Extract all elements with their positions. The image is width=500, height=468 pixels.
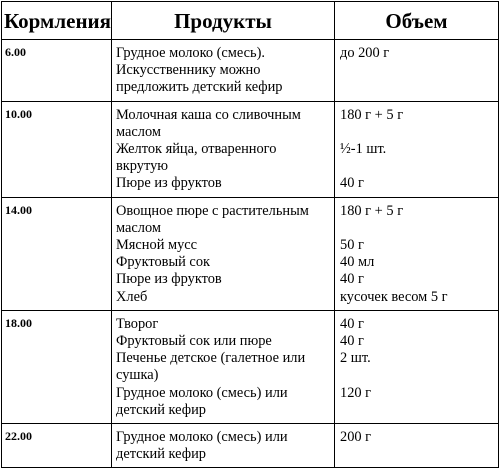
product-line: Пюре из фруктов (116, 271, 222, 288)
volume-line: 40 мл (340, 254, 375, 271)
product-line: Мясной мусс (116, 237, 198, 254)
product-line: Пюре из фруктов (116, 175, 222, 192)
product-line: Грудное молоко (смесь) или (116, 384, 288, 401)
products-cell (112, 40, 335, 102)
product-line: детский кефир (116, 446, 206, 463)
product-line: Овощное пюре с растительным (116, 202, 309, 219)
product-line: предложить детский кефир (116, 79, 283, 96)
product-line: Молочная каша со сливочным (116, 106, 301, 123)
products-cell (112, 101, 335, 197)
volume-line: 40 г (340, 175, 364, 192)
table-row (2, 310, 499, 423)
feeding-time: 22.00 (2, 424, 112, 468)
product-line: детский кефир (116, 401, 206, 418)
table-row (2, 197, 499, 310)
volume-cell (335, 197, 499, 310)
volume-line: 40 г (340, 271, 364, 288)
volume-cell (335, 310, 499, 423)
feeding-time: 18.00 (2, 310, 112, 423)
volume-line: 200 г (340, 429, 372, 446)
header-products: Продукты (112, 2, 335, 40)
products-cell (112, 197, 335, 310)
volume-line: кусочек весом 5 г (340, 288, 448, 305)
product-line: Грудное молоко (смесь) или (116, 429, 288, 446)
table-header-row (2, 2, 499, 40)
volume-line: 50 г (340, 237, 364, 254)
feeding-time: 14.00 (2, 197, 112, 310)
header-feedings: Кормления (2, 2, 112, 40)
volume-cell (335, 424, 499, 468)
product-line: Грудное молоко (смесь). (116, 45, 265, 61)
volume-cell (335, 101, 499, 197)
product-line: Фруктовый сок или пюре (116, 333, 272, 350)
volume-line (340, 220, 496, 237)
volume-line (340, 158, 496, 175)
volume-line (340, 367, 496, 384)
product-line: Печенье детское (галетное или (116, 350, 306, 367)
feeding-time: 10.00 (2, 101, 112, 197)
table-row (2, 424, 499, 468)
products-cell (112, 310, 335, 423)
volume-cell (335, 40, 499, 102)
product-line: Фруктовый сок (116, 254, 211, 271)
volume-line (340, 124, 496, 141)
header-volume: Объем (335, 2, 499, 40)
table-row (2, 40, 499, 102)
volume-line: до 200 г (340, 45, 390, 61)
volume-line (340, 402, 496, 419)
product-line: Хлеб (116, 288, 148, 305)
product-line: вкрутую (116, 158, 169, 175)
product-line: маслом (116, 123, 161, 140)
feeding-time: 6.00 (2, 40, 112, 102)
table-row (2, 101, 499, 197)
product-line: Искусственнику можно (116, 62, 261, 79)
product-line: Желток яйца, отваренного (116, 141, 277, 158)
volume-line: 180 г + 5 г (340, 202, 404, 219)
volume-line: 40 г (340, 333, 364, 350)
volume-line: 40 г (340, 315, 364, 332)
product-line: Творог (116, 315, 159, 332)
product-line: маслом (116, 219, 161, 236)
product-line: сушка) (116, 367, 159, 384)
products-cell (112, 424, 335, 468)
volume-line: 180 г + 5 г (340, 106, 404, 123)
feeding-table (1, 1, 499, 468)
volume-line (340, 446, 496, 463)
volume-line: ½-1 шт. (340, 141, 387, 158)
table-body (2, 40, 499, 468)
volume-line: 120 г (340, 384, 372, 401)
volume-line: 2 шт. (340, 350, 371, 367)
